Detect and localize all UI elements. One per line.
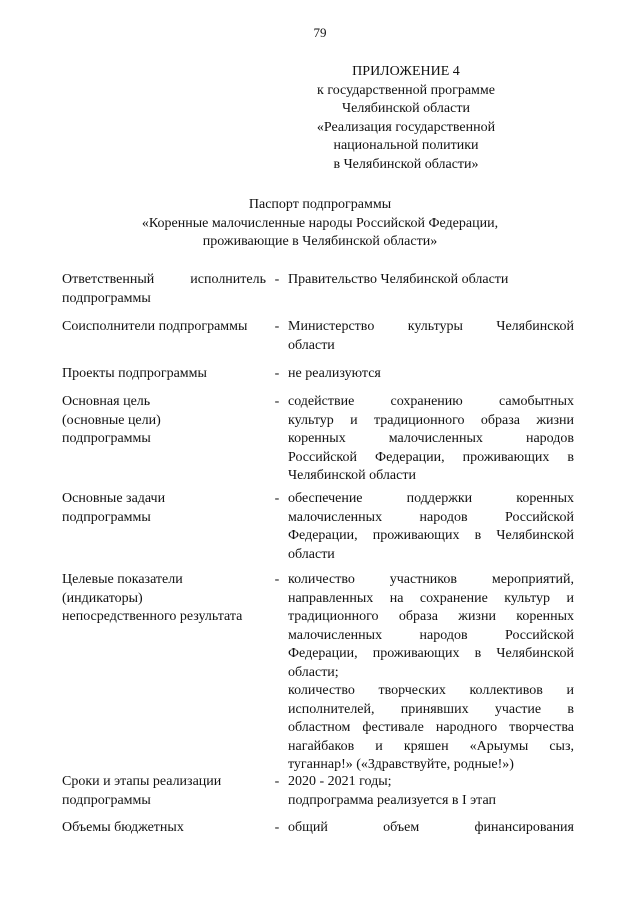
row-value-line: Челябинской области — [288, 468, 416, 483]
appendix-header — [246, 63, 566, 174]
row-value-line: нагайбаков и кряшен «Арыумы сыз, — [288, 738, 574, 754]
row-label-line: (индикаторы) — [62, 590, 143, 606]
row-value-line: Федерации, проживающих в Челябинской — [288, 528, 574, 543]
appendix-line: в Челябинской области» — [333, 156, 479, 172]
row-label — [62, 773, 266, 810]
row-label — [62, 819, 266, 838]
row-dash: - — [274, 774, 280, 789]
row-value-line: не реализуются — [288, 366, 381, 381]
row-dash: - — [274, 572, 280, 587]
row-dash: - — [274, 319, 280, 334]
row-label-line: (основные цели) — [62, 412, 161, 428]
row-label-line: Основные задачи — [62, 491, 166, 506]
row-value-line: Федерации, проживающих в Челябинской — [288, 646, 574, 661]
row-value — [288, 490, 574, 564]
passport-title-line: проживающие в Челябинской области» — [202, 234, 438, 249]
row-value — [288, 365, 574, 384]
row-label-line: подпрограммы — [62, 792, 151, 808]
row-value-line: исполнителей, принявших участие в — [288, 701, 574, 717]
row-label — [62, 393, 266, 449]
row-label — [62, 490, 266, 527]
row-value-line: 2020 - 2021 годы; — [288, 774, 392, 789]
row-value-line: коренных малочисленных народов — [288, 431, 574, 446]
row-value-line: обеспечение поддержки коренных — [288, 491, 574, 506]
appendix-line: ПРИЛОЖЕНИЕ 4 — [352, 64, 460, 79]
page-number: 79 — [313, 25, 327, 40]
appendix-line: «Реализация государственной — [316, 119, 496, 135]
row-dash: - — [274, 394, 280, 409]
row-value-line: общий объем финансирования — [288, 820, 574, 835]
row-label-line: Соисполнители подпрограммы — [62, 319, 248, 334]
row-value — [288, 318, 574, 355]
passport-title-line: Паспорт подпрограммы — [248, 197, 392, 212]
row-value-line: традиционного образа жизни коренных — [288, 609, 574, 624]
appendix-line: национальной политики — [333, 138, 479, 153]
row-value-line: туганнар!» («Здравствуйте, родные!») — [288, 757, 514, 772]
row-label-line: подпрограммы — [62, 431, 151, 446]
row-value-line: количество участников мероприятий, — [288, 572, 574, 587]
row-label — [62, 571, 266, 627]
row-value-line: областном фестивале народного творчества — [288, 720, 574, 735]
row-label-line: подпрограммы — [62, 290, 151, 306]
row-value-line: области — [288, 337, 335, 353]
row-label-line: Целевые показатели — [62, 572, 183, 587]
row-label-line: Объемы бюджетных — [62, 820, 184, 835]
row-value-line: малочисленных народов Российской — [288, 627, 574, 643]
row-label-line: Сроки и этапы реализации — [62, 774, 222, 789]
row-value — [288, 773, 574, 810]
row-value-line: Министерство культуры Челябинской — [288, 319, 574, 334]
row-label-line: Основная цель — [62, 394, 151, 409]
row-label-line: Ответственный исполнитель — [62, 272, 266, 287]
row-value-line: направленных на сохранение культур и — [288, 590, 574, 606]
row-value-line: Российской Федерации, проживающих в — [288, 449, 574, 465]
row-label-line: Проекты подпрограммы — [62, 366, 207, 381]
row-dash: - — [274, 820, 280, 835]
row-value-line: культур и традиционного образа жизни — [288, 412, 574, 428]
row-label-line: подпрограммы — [62, 509, 151, 525]
row-value-line: содействие сохранению самобытных — [288, 394, 574, 409]
row-dash: - — [274, 272, 280, 287]
appendix-line: Челябинской области — [342, 101, 470, 116]
row-value-line: области — [288, 546, 335, 562]
row-value-line: Правительство Челябинской области — [288, 272, 509, 287]
row-value — [288, 393, 574, 486]
row-dash: - — [274, 491, 280, 506]
row-label-line: непосредственного результата — [62, 609, 243, 624]
row-label — [62, 365, 266, 384]
passport-title-line: «Коренные малочисленные народы Российской Федерации, — [141, 215, 499, 231]
row-value-line: малочисленных народов Российской — [288, 509, 574, 525]
row-value — [288, 819, 574, 838]
row-value-line: области; — [288, 664, 339, 680]
row-label — [62, 318, 266, 337]
row-dash: - — [274, 366, 280, 381]
row-value — [288, 271, 574, 290]
row-label — [62, 271, 266, 308]
row-value-line: подпрограмма реализуется в I этап — [288, 792, 496, 808]
appendix-line: к государственной программе — [317, 82, 495, 98]
row-value-line: количество творческих коллективов и — [288, 683, 574, 698]
passport-title — [0, 196, 640, 252]
row-value — [288, 571, 574, 775]
